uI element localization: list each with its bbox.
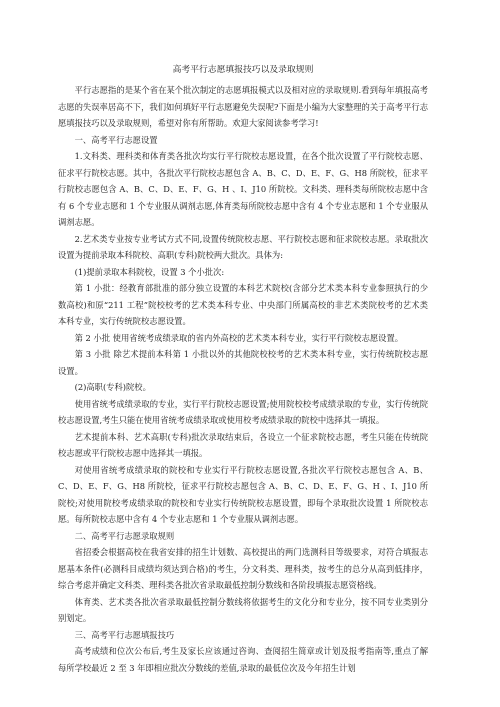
paragraph: 对使用省统考成绩录取的院校和专业实行平行院校志愿设置,各批次平行院校志愿包含 A、B、C、D、E、F、G、H8 所院校，征求平行院校志愿包含 A、B、C、D、E、F、G、H 、I、J10 所院校;对使用院校考成绩录取的院校和专业实行传统院校志愿设置，即每个录取批次设置 1 所院校志愿。每所院校志愿中含有 4 个专业志愿和 1 个专业服从调剂志愿。 bbox=[58, 464, 428, 524]
paragraph: 第 2 小批 使用省统考成绩录取的省内外高校的艺术类本科专业，实行平行院校志愿设置。 bbox=[74, 332, 404, 343]
section-heading: 三、高考平行志愿填报技巧 bbox=[74, 629, 175, 640]
document-title: 高考平行志愿填报技巧以及录取规则 bbox=[172, 65, 314, 75]
paragraph: 省招委会根据高校在我省安排的招生计划数、高校提出的两门选测科目等级要求，对符合填报志愿基本条件(必测科目成绩均须达到合格)的考生，分文科类、理科类，按考生的总分从高到低排序，综合考虑并确定文科类、理科类各批次省录取最低控制分数线和各阶段填报志愿资格线。 bbox=[58, 547, 428, 590]
paragraph: (2)高职(专科)院校。 bbox=[74, 382, 151, 392]
paragraph: 2.艺术类专业按专业考试方式不同,设置传统院校志愿、平行院校志愿和征求院校志愿。录取批次设置为提前录取本科院校、高职(专科)院校两大批次。具体为: bbox=[58, 233, 428, 260]
paragraph: 第 3 小批 除艺术提前本科第 1 小批以外的其他院校校考的艺术类本科专业，实行传统院校志愿设置。 bbox=[58, 349, 428, 376]
document-body bbox=[58, 82, 428, 676]
paragraph: 艺术提前本科、艺术高职(专科)批次录取结束后，各设立一个征求院校志愿，考生只能在传统院校志愿或平行院校志愿中选择其一填报。 bbox=[58, 431, 428, 458]
section-heading: 一、高考平行志愿设置 bbox=[74, 134, 158, 145]
paragraph: (1)提前录取本科院校，设置 3 个小批次: bbox=[74, 266, 225, 277]
paragraph: 第 1 小批：经教育部批准的部分独立设置的本科艺术院校(含部分艺术类本科专业参照执行的少数高校)和原“211 工程”院校校考的艺术类本科专业、中央部门所属高校的非艺术类院校考的艺术类本科专业，实行传统院校志愿设置。 bbox=[58, 283, 428, 326]
paragraph: 1.文科类、理科类和体育类各批次均实行平行院校志愿设置，在各个批次设置了平行院校志愿、征求平行院校志愿。其中，各批次平行院校志愿包含 A、B、C、D、E、F、G、H8 所院校，征求平行院校志愿包含 A、B、C、D、E、F、G、H 、I、J10 所院校。文科类、理科类每所院校志愿中含有 6 个专业志愿和 1 个专业服从调剂志愿,体育类每所院校志愿中含有 4 个专业志愿和 1 个专业服从调剂志愿。 bbox=[58, 151, 428, 227]
paragraph: 体育类、艺术类各批次省录取最低控制分数线将依据考生的文化分和专业分，按不同专业类别分别划定。 bbox=[58, 596, 428, 623]
paragraph: 平行志愿指的是某个省在某个批次制定的志愿填报模式以及相对应的录取规则.看到每年填报高考志愿的失误率居高不下，我们如何填好平行志愿避免失误呢?下面是小编为大家整理的关于高考平行志愿填报技巧以及录取规则，希望对你有所帮助。欢迎大家阅读参考学习! bbox=[58, 85, 428, 128]
section-heading: 二、高考平行志愿录取规则 bbox=[74, 530, 175, 541]
document-page bbox=[58, 62, 428, 676]
paragraph: 高考成绩和位次公布后,考生及家长应该通过咨询、查阅招生简章或计划及报考指南等,重点了解每所学校最近 2 至 3 年即相应批次分数线的差值,录取的最低位次及今年招生计划 bbox=[58, 646, 428, 673]
paragraph: 使用省统考成绩录取的专业，实行平行院校志愿设置;使用院校校考成绩录取的专业，实行传统院校志愿设置,考生只能在使用省统考成绩录取或使用校考成绩录取的院校中选择其一填报。 bbox=[58, 398, 428, 425]
